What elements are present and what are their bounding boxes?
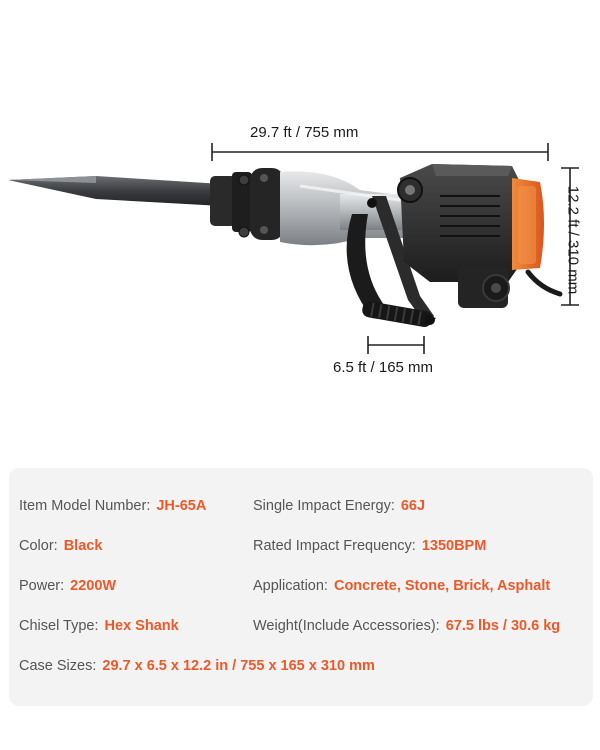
spec-power-value: 2200W bbox=[70, 578, 117, 594]
spec-chisel-value: Hex Shank bbox=[104, 618, 179, 634]
handle-dimension-line bbox=[368, 336, 424, 354]
spec-case bbox=[19, 658, 375, 674]
spec-weight-value: 67.5 lbs / 30.6 kg bbox=[445, 618, 561, 634]
spec-power-label: Power: bbox=[19, 578, 65, 594]
spec-model-label: Item Model Number: bbox=[19, 498, 151, 514]
spec-energy-value: 66J bbox=[400, 498, 426, 514]
spec-application bbox=[253, 578, 550, 594]
spec-frequency-label: Rated Impact Frequency: bbox=[253, 538, 416, 554]
spec-model-value: JH-65A bbox=[156, 498, 207, 514]
spec-case-label: Case Sizes: bbox=[19, 658, 97, 674]
chisel-bit bbox=[8, 176, 222, 206]
spec-application-label: Application: bbox=[253, 578, 328, 594]
length-dimension-label: 29.7 ft / 755 mm bbox=[250, 124, 359, 141]
spec-energy-label: Single Impact Energy: bbox=[253, 498, 395, 514]
spec-color-label: Color: bbox=[19, 538, 58, 554]
specification-card bbox=[9, 468, 593, 706]
spec-frequency-value: 1350BPM bbox=[421, 538, 487, 554]
spec-color-value: Black bbox=[63, 538, 103, 554]
spec-color bbox=[19, 538, 102, 554]
spec-weight bbox=[253, 618, 560, 634]
spec-chisel bbox=[19, 618, 179, 634]
spec-weight-label: Weight(Include Accessories): bbox=[253, 618, 440, 634]
spec-chisel-label: Chisel Type: bbox=[19, 618, 99, 634]
handle-dimension-label: 6.5 ft / 165 mm bbox=[333, 359, 434, 376]
orange-rear-handle bbox=[512, 178, 560, 294]
spec-application-value: Concrete, Stone, Brick, Asphalt bbox=[333, 578, 551, 594]
spec-model bbox=[19, 498, 206, 514]
spec-power bbox=[19, 578, 116, 594]
chuck-clamp bbox=[210, 168, 284, 240]
spec-energy bbox=[253, 498, 425, 514]
length-dimension-line bbox=[212, 143, 548, 161]
height-dimension-label: 12.2 ft / 310 mm bbox=[564, 185, 582, 295]
spec-case-value: 29.7 x 6.5 x 12.2 in / 755 x 165 x 310 mm bbox=[102, 658, 375, 674]
spec-frequency bbox=[253, 538, 486, 554]
